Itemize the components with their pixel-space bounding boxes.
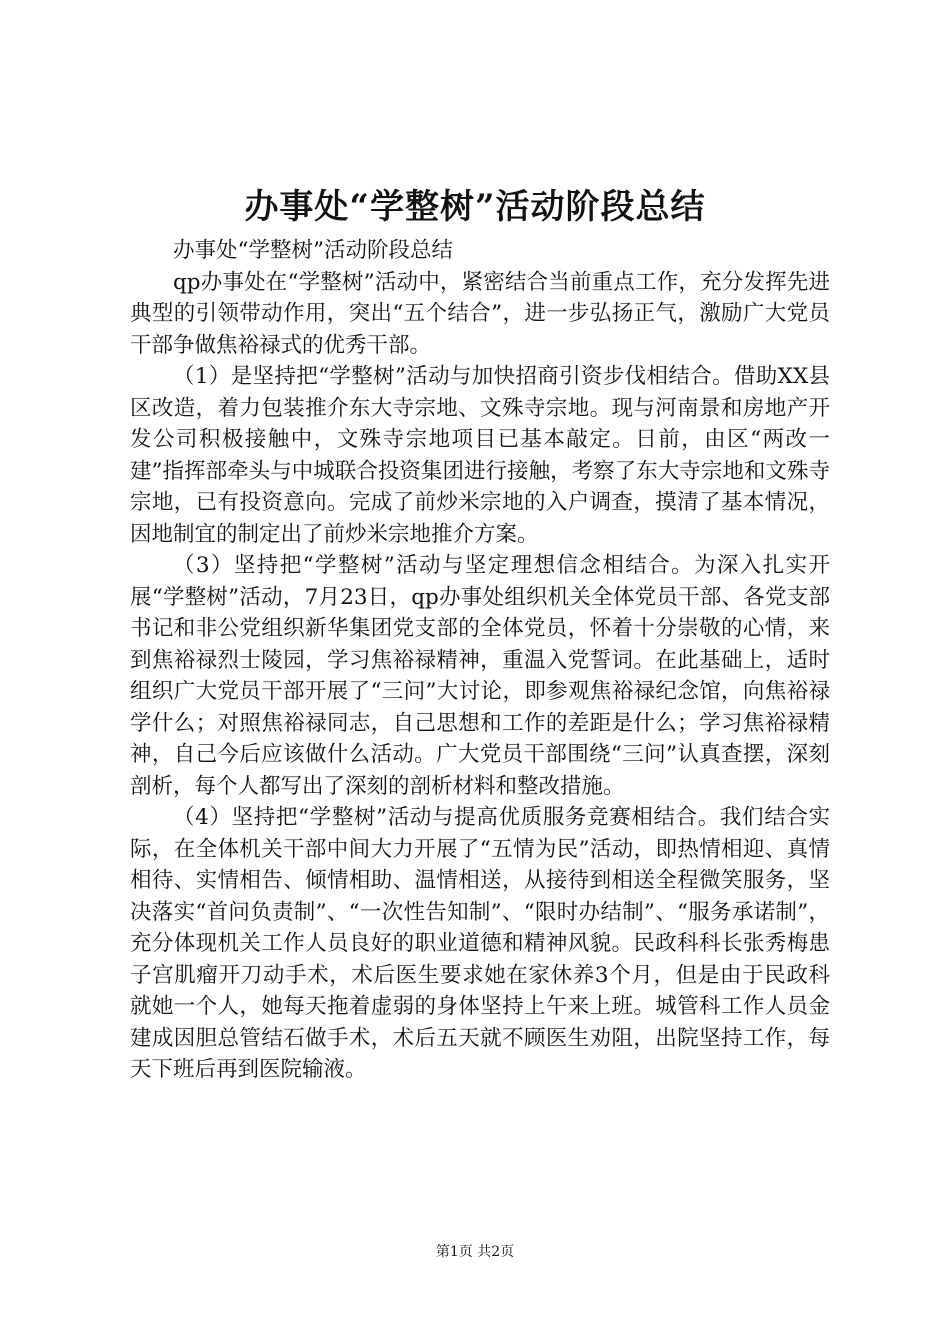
body-paragraph: 办事处“学整树”活动阶段总结: [173, 238, 453, 263]
body-paragraph: （4）坚持把“学整树”活动与提高优质服务竞赛相结合。我们结合实际，在全体机关干部中间大力开展了“五情为民”活动，即热情相迎、真情相待、实情相告、倾情相助、温情相送，从接待到相送全程微笑服务，坚决落实“首问负责制”、“一次性告知制”、“限时办结制”、“服务承诺制”，充分体现机关工作人员良好的职业道德和精神风貌。民政科科长张秀梅患子宫肌瘤开刀动手术，术后医生要求她在家休养3个月，但是由于民政科就她一个人，她每天拖着虚弱的身体坚持上午来上班。城管科工作人员金建成因胆总管结石做手术，术后五天就不顾医生劝阻，出院坚持工作，每天下班后再到医院输液。: [130, 805, 830, 1082]
document-title: 办事处“学整树”活动阶段总结: [244, 187, 706, 227]
body-paragraph: qp办事处在“学整树”活动中，紧密结合当前重点工作，充分发挥先进典型的引领带动作用，突出“五个结合”，进一步弘扬正气，激励广大党员干部争做焦裕禄式的优秀干部。: [130, 269, 830, 358]
body-paragraph: （1）是坚持把“学整树”活动与加快招商引资步伐相结合。借助XX县区改造，着力包装推介东大寺宗地、文殊寺宗地。现与河南景和房地产开发公司积极接触中，文殊寺宗地项目已基本敲定。日前，由区“两改一建”指挥部牵头与中城联合投资集团进行接触，考察了东大寺宗地和文殊寺宗地，已有投资意向。完成了前炒米宗地的入户调查，摸清了基本情况，因地制宜的制定出了前炒米宗地推介方案。: [130, 364, 830, 547]
body-paragraph: （3）坚持把“学整树”活动与坚定理想信念相结合。为深入扎实开展“学整树”活动，7月23日，qp办事处组织机关全体党员干部、各党支部书记和非公党组织新华集团党支部的全体党员，怀着十分崇敬的心情，来到焦裕禄烈士陵园，学习焦裕禄精神，重温入党誓词。在此基础上，适时组织广大党员干部开展了“三问”大讨论，即参观焦裕禄纪念馆，向焦裕禄学什么；对照焦裕禄同志，自己思想和工作的差距是什么；学习焦裕禄精神，自己今后应该做什么活动。广大党员干部围绕“三问”认真查摆，深刻剖析，每个人都写出了深刻的剖析材料和整改措施。: [130, 553, 830, 799]
document-body: [130, 235, 830, 1086]
page-footer: 第1页 共2页: [435, 1244, 515, 1260]
